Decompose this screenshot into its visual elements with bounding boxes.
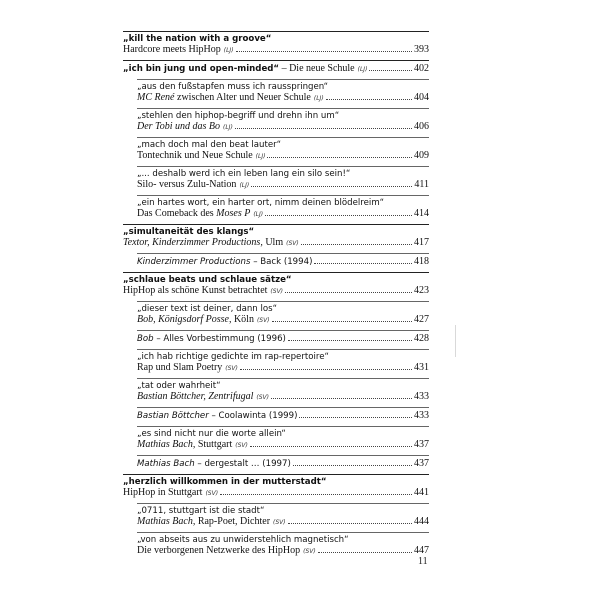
subsection-title: „es sind nicht nur die worte allein“	[137, 429, 286, 439]
subsection-title: „dieser text ist deiner, dann los“	[137, 304, 278, 314]
entry-text: Tontechnik und Neue Schule	[137, 150, 253, 161]
section-title: „herzlich willkommen in der mutterstadt“	[123, 477, 327, 487]
dot-leader	[301, 244, 412, 245]
entry-text: – Coolawinta (1999)	[208, 411, 298, 421]
toc-entry	[123, 439, 429, 451]
toc-entry	[123, 408, 429, 422]
page-ref: 431	[414, 362, 429, 373]
entry-italic: Bastian Böttcher	[137, 411, 209, 421]
section-title: „simultaneität des klangs“	[123, 227, 255, 237]
page-ref: 441	[414, 487, 429, 498]
subsection-title: „aus den fußstapfen muss ich rausspringen“	[137, 82, 329, 92]
dot-leader	[235, 128, 412, 129]
entry-italic: Moses P	[216, 208, 251, 219]
author-tag: (SV)	[270, 288, 284, 295]
page-ref: 411	[414, 179, 429, 190]
dot-leader	[236, 51, 412, 52]
author-tag: (SV)	[235, 442, 248, 449]
entry-text: Rap-Poet, Dichter	[195, 516, 271, 527]
page-ref: 433	[414, 391, 429, 402]
dot-leader	[326, 99, 412, 100]
page-ref: 402	[414, 63, 429, 74]
subsection-title: „stehlen den hiphop-begriff und drehn ihn um“	[137, 111, 340, 121]
author-tag: (LJ)	[223, 47, 234, 54]
entry-italic: Kinderzimmer Productions	[137, 257, 251, 267]
entry-text: – Back (1994)	[250, 257, 313, 267]
author-tag: (LJ)	[239, 182, 250, 189]
author-tag: (LJ)	[357, 66, 368, 73]
dot-leader	[271, 398, 412, 399]
author-tag: (SV)	[205, 490, 219, 497]
toc-entry	[123, 179, 429, 191]
page-ref: 433	[414, 410, 429, 421]
dot-leader	[299, 417, 412, 418]
dot-leader	[288, 523, 412, 524]
toc-entry	[123, 545, 429, 557]
table-of-contents	[123, 31, 429, 557]
entry-text: Stuttgart	[195, 439, 233, 450]
dot-leader	[369, 70, 412, 71]
toc-entry	[123, 362, 429, 374]
toc-entry	[123, 237, 429, 249]
page-ref: 437	[414, 439, 429, 450]
toc-entry	[123, 150, 429, 162]
dot-leader	[240, 369, 412, 370]
section-title: „schlaue beats und schlaue sätze“	[123, 275, 292, 285]
entry-italic: Der Tobi und das Bo	[137, 121, 220, 132]
entry-text: HipHop in Stuttgart	[123, 487, 203, 498]
entry-text: – Alles Vorbestimmung (1996)	[153, 334, 286, 344]
entry-text: Köln	[231, 314, 254, 325]
entry-italic: Textor, Kinderzimmer Productions,	[123, 237, 263, 248]
page-ref: 428	[414, 333, 429, 344]
dot-leader	[288, 340, 412, 341]
author-tag: (LJ)	[253, 211, 264, 218]
dot-leader	[272, 321, 412, 322]
subsection-title: „tat oder wahrheit“	[137, 381, 221, 391]
toc-entry	[123, 121, 429, 133]
author-tag: (SV)	[303, 548, 316, 555]
toc-entry	[123, 254, 429, 268]
subsection-title: „0711, stuttgart ist die stadt“	[137, 506, 265, 516]
author-tag: (LJ)	[255, 153, 266, 160]
toc-entry	[123, 487, 429, 499]
entry-text: Rap und Slam Poetry	[137, 362, 223, 373]
section-heading-line	[123, 61, 429, 75]
author-tag: (LJ)	[222, 124, 233, 131]
dot-leader	[285, 292, 412, 293]
toc-entry	[123, 331, 429, 345]
subsection-title: „mach doch mal den beat lauter“	[137, 140, 282, 150]
section-title: „ich bin jung und open-minded“	[123, 64, 280, 74]
subsection-title: „von abseits aus zu unwiderstehlich magnetisch“	[137, 535, 349, 545]
author-tag: (SV)	[286, 240, 299, 247]
toc-entry	[123, 285, 429, 297]
author-tag: (SV)	[256, 317, 270, 324]
book-page	[113, 0, 433, 600]
entry-italic: Bastian Böttcher, Zentrifugal	[137, 391, 254, 402]
section-title: „kill the nation with a groove“	[123, 34, 272, 44]
entry-italic: MC René	[137, 92, 175, 103]
section-subtitle: – Die neue Schule	[281, 63, 355, 74]
dot-leader	[250, 446, 412, 447]
toc-entry	[123, 391, 429, 403]
author-tag: (SV)	[273, 519, 286, 526]
page-ref: 404	[414, 92, 429, 103]
subsection-title: „ich hab richtige gedichte im rap-repertoire“	[137, 352, 329, 362]
entry-text: Ulm	[262, 237, 284, 248]
page-ref: 417	[414, 237, 429, 248]
author-tag: (SV)	[256, 394, 269, 401]
entry-italic: Bob, Königsdorf Posse,	[137, 314, 232, 325]
entry-text: – dergestalt … (1997)	[194, 459, 291, 469]
toc-entry	[123, 456, 429, 470]
page-ref: 406	[414, 121, 429, 132]
page-number: 11	[418, 556, 428, 567]
toc-entry	[123, 208, 429, 220]
entry-text: Hardcore meets HipHop	[123, 44, 221, 55]
entry-text: HipHop als schöne Kunst betrachtet	[123, 285, 268, 296]
subsection-title: „... deshalb werd ich ein leben lang ein silo sein!“	[137, 169, 351, 179]
page-ref: 418	[414, 256, 429, 267]
dot-leader	[267, 157, 412, 158]
page-edge-mark	[455, 325, 456, 357]
entry-text: Das Comeback des	[137, 208, 217, 219]
entry-italic: Mathias Bach,	[137, 439, 196, 450]
page-ref: 409	[414, 150, 429, 161]
entry-italic: Bob	[137, 334, 154, 344]
dot-leader	[314, 263, 412, 264]
subsection-title: „ein hartes wort, ein harter ort, nimm deinen blödelreim“	[137, 198, 385, 208]
page-ref: 414	[414, 208, 429, 219]
dot-leader	[251, 186, 412, 187]
dot-leader	[318, 552, 412, 553]
toc-entry	[123, 44, 429, 56]
page-ref: 447	[414, 545, 429, 556]
entry-text: Silo- versus Zulu-Nation	[137, 179, 237, 190]
entry-italic: Mathias Bach,	[137, 516, 196, 527]
entry-italic: Mathias Bach	[137, 459, 195, 469]
page-ref: 427	[414, 314, 429, 325]
toc-entry	[123, 314, 429, 326]
entry-text: zwischen Alter und Neuer Schule	[174, 92, 311, 103]
page-ref: 444	[414, 516, 429, 527]
dot-leader	[293, 465, 412, 466]
page-ref: 393	[414, 44, 429, 55]
dot-leader	[265, 215, 412, 216]
toc-entry	[123, 92, 429, 104]
dot-leader	[220, 494, 412, 495]
toc-entry	[123, 516, 429, 528]
author-tag: (LJ)	[313, 95, 324, 102]
entry-text: Die verborgenen Netzwerke des HipHop	[137, 545, 301, 556]
author-tag: (SV)	[225, 365, 238, 372]
page-ref: 437	[414, 458, 429, 469]
page-ref: 423	[414, 285, 429, 296]
